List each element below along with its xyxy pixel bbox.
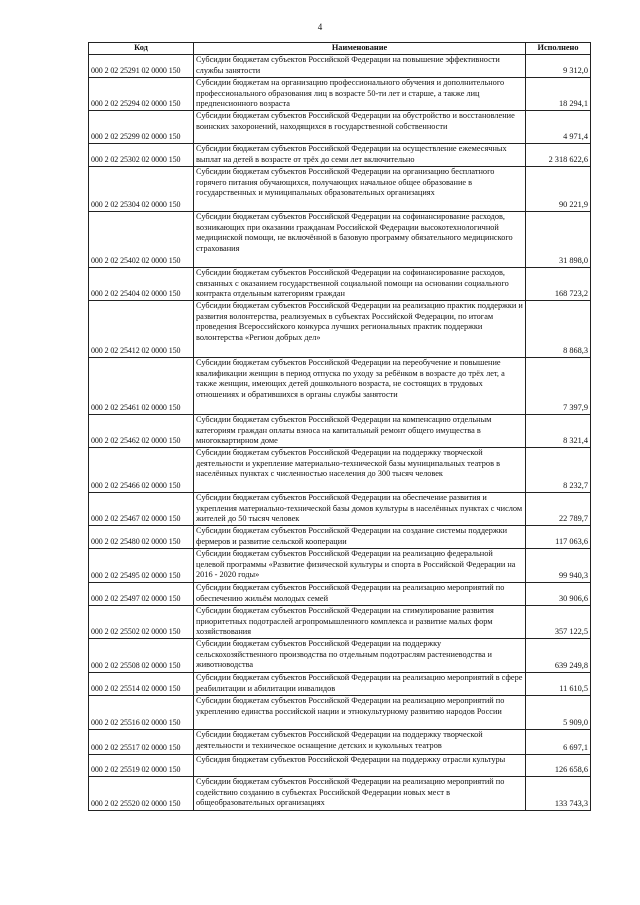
value-cell: 30 906,6: [526, 583, 591, 606]
value-cell: 18 294,1: [526, 78, 591, 111]
header-value: Исполнено: [526, 43, 591, 55]
value-cell: 639 249,8: [526, 639, 591, 673]
table-row: [89, 696, 591, 730]
value-cell: 7 397,9: [526, 358, 591, 415]
header-name: Наименование: [194, 43, 526, 55]
name-cell: Субсидии бюджетам субъектов Российской Федерации на реализацию мероприятий по обеспечению жильём молодых семей: [194, 583, 526, 606]
code-cell: 000 2 02 25462 02 0000 150: [89, 415, 194, 448]
value-cell: 6 697,1: [526, 730, 591, 755]
table-row: [89, 415, 591, 448]
code-cell: 000 2 02 25299 02 0000 150: [89, 111, 194, 144]
value-cell: 117 063,6: [526, 526, 591, 549]
name-cell: Субсидия бюджетам субъектов Российской Федерации на поддержку отрасли культуры: [194, 755, 526, 777]
table-row: [89, 358, 591, 415]
table-row: [89, 730, 591, 755]
value-cell: 8 232,7: [526, 448, 591, 493]
code-cell: 000 2 02 25516 02 0000 150: [89, 696, 194, 730]
name-cell: Субсидии бюджетам субъектов Российской Федерации на софинансирование расходов, возникающих при оказании гражданам Российской Федерации высокотехнологичной медицинской помощи, не включённой в базовую программу обязательного медицинского страхования: [194, 212, 526, 268]
code-cell: 000 2 02 25520 02 0000 150: [89, 777, 194, 811]
table-row: [89, 268, 591, 301]
table-row: [89, 673, 591, 696]
value-cell: 2 318 622,6: [526, 144, 591, 167]
page-number: 4: [317, 22, 323, 32]
table-row: [89, 301, 591, 358]
name-cell: Субсидии бюджетам субъектов Российской Федерации на реализацию мероприятий по содействию созданию в субъектах Российской Федерации новых мест в общеобразовательных организациях: [194, 777, 526, 811]
value-cell: 168 723,2: [526, 268, 591, 301]
name-cell: Субсидии бюджетам субъектов Российской Федерации на обустройство и восстановление воинских захоронений, находящихся в государственной собственности: [194, 111, 526, 144]
name-cell: Субсидии бюджетам субъектов Российской Федерации на осуществление ежемесячных выплат на детей в возрасте от трёх до семи лет включительно: [194, 144, 526, 167]
code-cell: 000 2 02 25402 02 0000 150: [89, 212, 194, 268]
name-cell: Субсидии бюджетам на организацию профессионального обучения и дополнительного профессионального образования лиц в возрасте 50-ти лет и старше, а также лиц предпенсионного возраста: [194, 78, 526, 111]
table-body: [89, 55, 591, 811]
code-cell: 000 2 02 25514 02 0000 150: [89, 673, 194, 696]
table-row: [89, 144, 591, 167]
table-row: [89, 549, 591, 583]
table-row: [89, 78, 591, 111]
table-row: [89, 755, 591, 777]
table-row: [89, 639, 591, 673]
table-row: [89, 583, 591, 606]
code-cell: 000 2 02 25467 02 0000 150: [89, 493, 194, 526]
header-row: [89, 43, 591, 55]
code-cell: 000 2 02 25412 02 0000 150: [89, 301, 194, 358]
name-cell: Субсидии бюджетам субъектов Российской Федерации на реализацию федеральной целевой программы «Развитие физической культуры и спорта в Российской Федерации на 2016 - 2020 годы»: [194, 549, 526, 583]
header-code: Код: [89, 43, 194, 55]
table-row: [89, 111, 591, 144]
code-cell: 000 2 02 25404 02 0000 150: [89, 268, 194, 301]
code-cell: 000 2 02 25497 02 0000 150: [89, 583, 194, 606]
value-cell: 22 789,7: [526, 493, 591, 526]
name-cell: Субсидии бюджетам субъектов Российской Федерации на обеспечение развития и укрепления материально-технической базы домов культуры в населённых пунктах с числом жителей до 50 тысяч человек: [194, 493, 526, 526]
code-cell: 000 2 02 25519 02 0000 150: [89, 755, 194, 777]
value-cell: 133 743,3: [526, 777, 591, 811]
code-cell: 000 2 02 25466 02 0000 150: [89, 448, 194, 493]
value-cell: 99 940,3: [526, 549, 591, 583]
code-cell: 000 2 02 25302 02 0000 150: [89, 144, 194, 167]
table-row: [89, 493, 591, 526]
table-row: [89, 448, 591, 493]
name-cell: Субсидии бюджетам субъектов Российской Федерации на поддержку сельскохозяйственного производства по отдельным подотраслям растениеводства и животноводства: [194, 639, 526, 673]
code-cell: 000 2 02 25294 02 0000 150: [89, 78, 194, 111]
code-cell: 000 2 02 25517 02 0000 150: [89, 730, 194, 755]
table-row: [89, 777, 591, 811]
name-cell: Субсидии бюджетам субъектов Российской Федерации на организацию бесплатного горячего питания обучающихся, получающих начальное общее образование в государственных и муниципальных образовательных организациях: [194, 167, 526, 212]
code-cell: 000 2 02 25304 02 0000 150: [89, 167, 194, 212]
value-cell: 357 122,5: [526, 606, 591, 639]
value-cell: 8 321,4: [526, 415, 591, 448]
table-row: [89, 55, 591, 78]
value-cell: 5 909,0: [526, 696, 591, 730]
code-cell: 000 2 02 25495 02 0000 150: [89, 549, 194, 583]
name-cell: Субсидии бюджетам субъектов Российской Федерации на создание системы поддержки фермеров и развитие сельской кооперации: [194, 526, 526, 549]
name-cell: Субсидии бюджетам субъектов Российской Федерации на стимулирование развития приоритетных подотраслей агропромышленного комплекса и развитие малых форм хозяйствования: [194, 606, 526, 639]
name-cell: Субсидии бюджетам субъектов Российской Федерации на переобучение и повышение квалификации женщин в период отпуска по уходу за ребёнком в возрасте до трёх лет, а также женщин, имеющих детей дошкольного возраста, не состоящих в трудовых отношениях и обратившихся в органы службы занятости: [194, 358, 526, 415]
value-cell: 31 898,0: [526, 212, 591, 268]
name-cell: Субсидии бюджетам субъектов Российской Федерации на поддержку творческой деятельности и укрепление материально-технической базы муниципальных театров в населённых пунктах с численностью населения до 300 тысяч человек: [194, 448, 526, 493]
table-row: [89, 167, 591, 212]
value-cell: 9 312,0: [526, 55, 591, 78]
budget-table: [88, 42, 591, 811]
name-cell: Субсидии бюджетам субъектов Российской Федерации на реализацию мероприятий по укреплению единства российской нации и этнокультурному развитию народов России: [194, 696, 526, 730]
name-cell: Субсидии бюджетам субъектов Российской Федерации на реализацию мероприятий в сфере реабилитации и абилитации инвалидов: [194, 673, 526, 696]
table-header: [89, 43, 591, 55]
value-cell: 126 658,6: [526, 755, 591, 777]
code-cell: 000 2 02 25291 02 0000 150: [89, 55, 194, 78]
name-cell: Субсидии бюджетам субъектов Российской Федерации на софинансирование расходов, связанных с оказанием государственной социальной помощи на основании социального контракта отдельным категориям граждан: [194, 268, 526, 301]
code-cell: 000 2 02 25508 02 0000 150: [89, 639, 194, 673]
name-cell: Субсидии бюджетам субъектов Российской Федерации на поддержку творческой деятельности и техническое оснащение детских и кукольных театров: [194, 730, 526, 755]
table-row: [89, 606, 591, 639]
value-cell: 8 868,3: [526, 301, 591, 358]
table-row: [89, 526, 591, 549]
name-cell: Субсидии бюджетам субъектов Российской Федерации на реализацию практик поддержки и развития волонтерства, реализуемых в субъектах Российской Федерации, по итогам проведения Всероссийского конкурса лучших региональных практик поддержки волонтерства «Регион добрых дел»: [194, 301, 526, 358]
value-cell: 11 610,5: [526, 673, 591, 696]
code-cell: 000 2 02 25502 02 0000 150: [89, 606, 194, 639]
value-cell: 90 221,9: [526, 167, 591, 212]
table-row: [89, 212, 591, 268]
name-cell: Субсидии бюджетам субъектов Российской Федерации на повышение эффективности службы занятости: [194, 55, 526, 78]
code-cell: 000 2 02 25480 02 0000 150: [89, 526, 194, 549]
name-cell: Субсидии бюджетам субъектов Российской Федерации на компенсацию отдельным категориям граждан оплаты взноса на капитальный ремонт общего имущества в многоквартирном доме: [194, 415, 526, 448]
code-cell: 000 2 02 25461 02 0000 150: [89, 358, 194, 415]
value-cell: 4 971,4: [526, 111, 591, 144]
